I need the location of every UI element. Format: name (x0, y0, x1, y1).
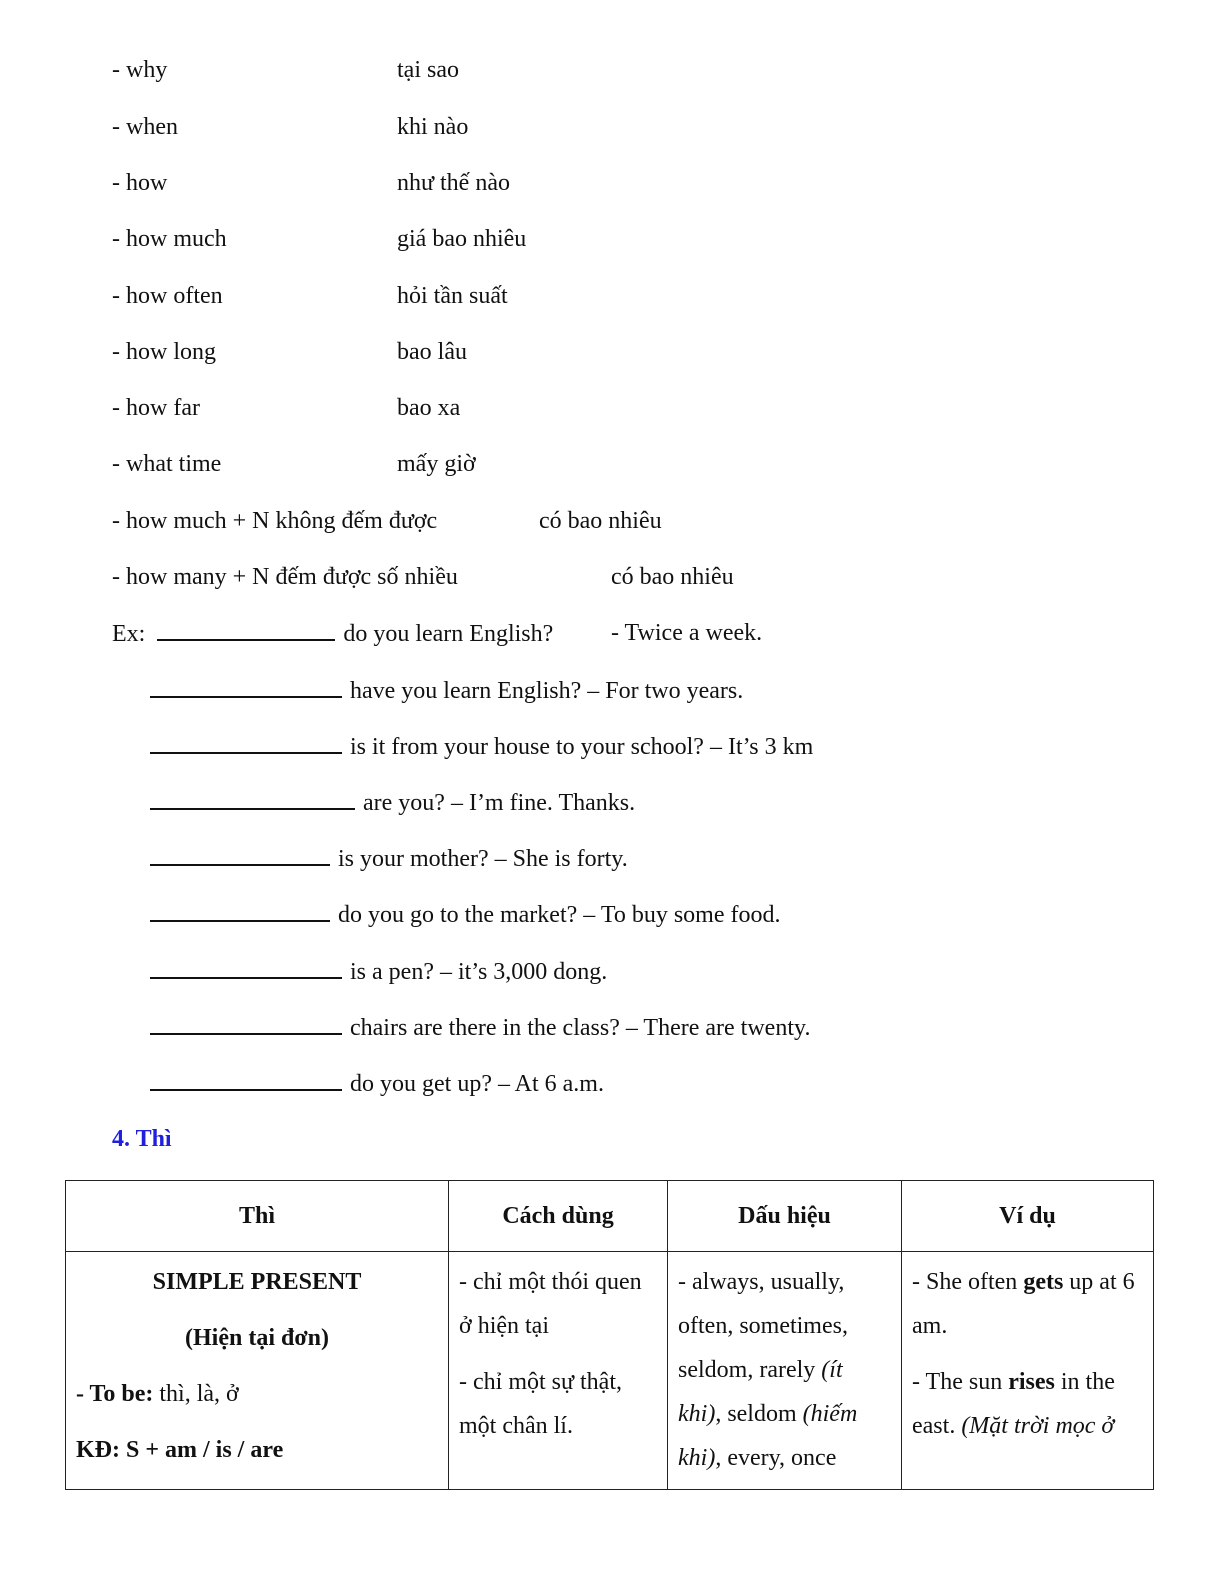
exercise-text: are you? – I’m fine. Thanks. (363, 790, 636, 816)
signs-part-italic: (hiếm khi) (678, 1401, 858, 1471)
exercise-line (150, 957, 607, 986)
example-label: Ex: (112, 621, 146, 647)
usage-item: - chỉ một sự thật, một chân lí. (459, 1369, 622, 1439)
example-part: - She often (912, 1269, 1024, 1295)
exercise-text: is a pen? – it’s 3,000 dong. (350, 959, 608, 985)
exercise-line (150, 1013, 810, 1042)
table-header-row (66, 1181, 1154, 1252)
exercise-line (150, 844, 628, 873)
vocab-en: - how long (112, 339, 216, 365)
signs-part: , seldom (715, 1401, 803, 1427)
vocab-vi: có bao nhiêu (539, 508, 662, 534)
exercise-text: is it from your house to your school? – It’s 3 km (350, 734, 814, 760)
example-part: up at 6 am. (912, 1269, 1135, 1339)
vocab-row (112, 282, 508, 310)
vocab-en: - how much (112, 226, 227, 252)
vocab-vi: bao xa (397, 395, 461, 421)
example-answer: - Twice a week. (611, 620, 763, 646)
exercise-text: chairs are there in the class? – There are twenty. (350, 1015, 811, 1041)
vocab-vi: mấy giờ (397, 451, 476, 477)
answer-blank[interactable] (150, 1013, 342, 1035)
vocab-vi: khi nào (397, 114, 469, 140)
header-usage: Cách dùng (449, 1181, 668, 1252)
tobe-label: - To be: (76, 1381, 154, 1407)
answer-blank[interactable] (150, 732, 342, 754)
table-row (66, 1252, 1154, 1490)
answer-blank[interactable] (150, 957, 342, 979)
exercise-text: do you go to the market? – To buy some food. (338, 902, 781, 928)
signs-text (678, 1260, 891, 1480)
kd-formula: KĐ: S + am / is / are (76, 1437, 284, 1463)
vocab-vi: hỏi tần suất (397, 283, 508, 309)
tense-name: SIMPLE PRESENT (152, 1269, 362, 1295)
exercise-line (150, 676, 743, 705)
header-signs: Dấu hiệu (668, 1181, 902, 1252)
example-first-line (112, 619, 763, 648)
example-part: in the east. (912, 1369, 1115, 1439)
vocab-en: - how much + N không đếm được (112, 508, 438, 534)
vocab-vi: tại sao (397, 57, 459, 83)
usage-item: - chỉ một thói quen ở hiện tại (459, 1269, 642, 1339)
tense-cell (66, 1252, 449, 1490)
exercise-text: do you get up? – At 6 a.m. (350, 1071, 604, 1097)
exercise-line (150, 732, 813, 761)
answer-blank[interactable] (150, 788, 355, 810)
vocab-row (112, 507, 662, 535)
usage-cell (449, 1252, 668, 1490)
vocab-row (112, 394, 461, 422)
tense-table (65, 1180, 1154, 1490)
vocab-row (112, 56, 459, 84)
signs-part-italic: (ít khi) (678, 1357, 843, 1427)
signs-part: , every, once (715, 1445, 837, 1471)
vocab-en: - what time (112, 451, 222, 477)
example-translation: (Mặt trời mọc ở (961, 1413, 1115, 1439)
vocab-row (112, 338, 467, 366)
vocab-vi: có bao nhiêu (611, 564, 734, 590)
answer-blank[interactable] (150, 900, 330, 922)
header-tense: Thì (66, 1181, 449, 1252)
section-heading: 4. Thì (112, 1126, 172, 1152)
answer-blank[interactable] (157, 619, 335, 641)
answer-blank[interactable] (150, 676, 342, 698)
example-part: - The sun (912, 1369, 1009, 1395)
answer-blank[interactable] (150, 1069, 342, 1091)
tobe-line (76, 1372, 438, 1416)
example-sentence (912, 1260, 1143, 1348)
example-verb: gets (1023, 1269, 1064, 1295)
signs-cell (668, 1252, 902, 1490)
answer-blank[interactable] (150, 844, 330, 866)
vocab-en: - how many + N đếm được số nhiều (112, 564, 458, 590)
exercise-line (150, 900, 780, 929)
vocab-en: - when (112, 114, 178, 140)
vocab-en: - why (112, 57, 168, 83)
vocab-row (112, 450, 476, 478)
signs-part: - always, usually, often, sometimes, seldom, rarely (678, 1269, 848, 1383)
exercise-line (150, 1069, 604, 1098)
example-verb: rises (1008, 1369, 1055, 1395)
vocab-vi: bao lâu (397, 339, 467, 365)
vocab-row (112, 225, 527, 253)
vocab-row (112, 563, 734, 591)
exercise-line (150, 788, 635, 817)
vocab-vi: giá bao nhiêu (397, 226, 527, 252)
vocab-en: - how often (112, 283, 223, 309)
vocab-en: - how (112, 170, 168, 196)
example-sentence (912, 1360, 1143, 1448)
tense-vi: (Hiện tại đơn) (185, 1325, 329, 1351)
exercise-text: is your mother? – She is forty. (338, 846, 628, 872)
vocab-vi: như thế nào (397, 170, 510, 196)
vocab-en: - how far (112, 395, 200, 421)
vocab-row (112, 169, 510, 197)
example-text: do you learn English? (343, 621, 554, 647)
exercise-text: have you learn English? – For two years. (350, 678, 744, 704)
tobe-text: thì, là, ở (153, 1381, 239, 1407)
example-cell (902, 1252, 1154, 1490)
vocab-row (112, 113, 469, 141)
header-example: Ví dụ (902, 1181, 1154, 1252)
